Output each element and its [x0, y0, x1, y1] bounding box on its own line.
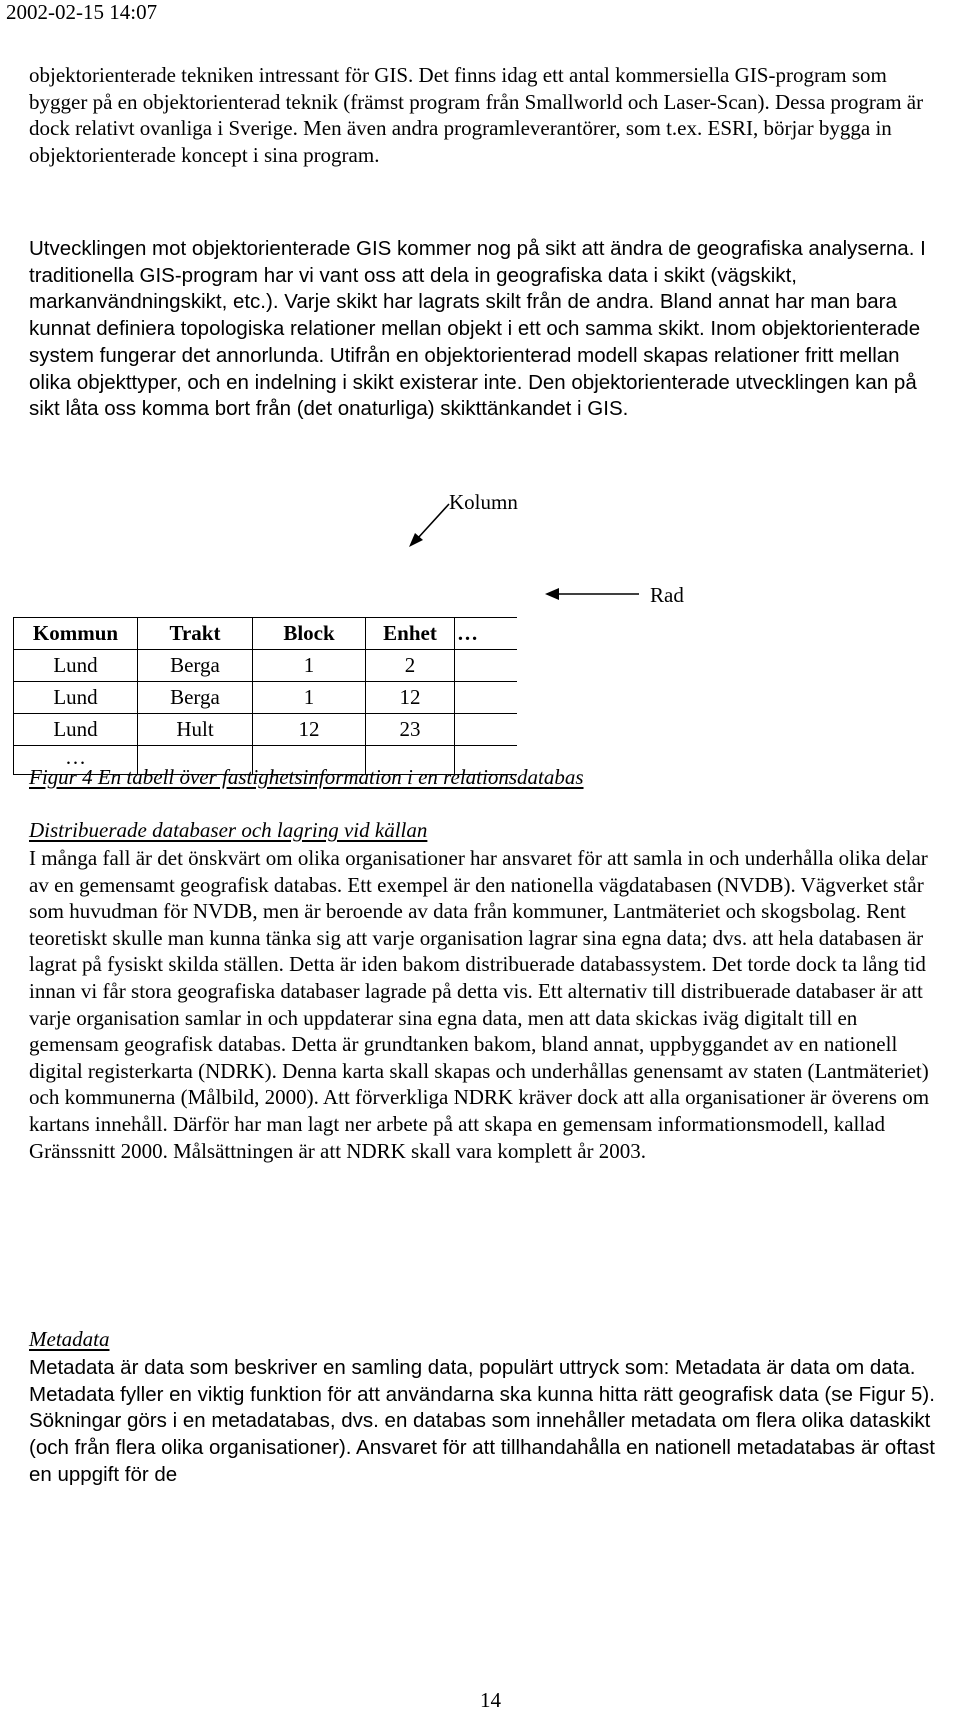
table-cell — [455, 714, 518, 746]
section-heading-metadata: Metadata — [29, 1327, 110, 1351]
table-row — [14, 650, 518, 682]
table-cell: Berga — [138, 650, 253, 682]
section-body-metadata: Metadata är data som beskriver en samling data, populärt uttryck som: Metadata är data om data. Metadata fyller en viktig funktion för att användarna ska kunna hitta rätt geografisk data (se Figur 5). Sökningar görs i en metadatabas, dvs. en databas som innehåller metadata om flera olika dataskikt (och från flera olika organisationer). Ansvaret för att tillhandahålla en nationell metadatabas är oftast en uppgift för de — [29, 1356, 935, 1486]
table-cell: 23 — [366, 714, 455, 746]
table-row — [14, 714, 518, 746]
header-date: 2002-02-15 14:07 — [6, 0, 158, 24]
section-heading-distributed: Distribuerade databaser och lagring vid källan — [29, 818, 428, 842]
column-label: Kolumn — [449, 490, 518, 514]
table-cell: Lund — [14, 650, 138, 682]
row-label: Rad — [650, 583, 684, 607]
section-body-distributed: I många fall är det önskvärt om olika organisationer har ansvaret för att samla in och underhålla olika delar av en gemensamt geografisk databas. Ett exempel är den nationella vägdatabasen (NVDB). Vägverket står som huvudman för NVDB, men är beroende av data från kommuner, Lantmäteriet och skogsbolag. Rent teoretiskt skulle man kunna tänka sig att varje organisation lagrar sina egna data; dvs. att hela databasen är lagrat på fysiskt skilda ställen. Detta är iden bakom distribuerade databassystem. Det torde dock ta lång tid innan vi får stora geografiska databaser lagrade på detta vis. Ett alternativ till distribuerade databaser är att varje organisation samlar in och uppdaterar sina egna data, men att data skickas iväg digitalt till en gemensam geografisk databas. Detta är grundtanken bakom, bland annat, uppbyggandet av en nationell digital registerkarta (NDRK). Denna karta skall skapas och underhållas genensamt av staten (Lantmäteriet) och kommunerna (Målbild, 2000). Att förverkliga NDRK kräver dock att alla organisationer är överens om kartans innehåll. Därför har man lagt ner arbete på att skapa en gemensam informationsmodell, kallad Gränssnitt 2000. Målsättningen är att NDRK skall vara komplett år 2003. — [29, 846, 930, 1163]
paragraph-development: Utvecklingen mot objektorienterade GIS kommer nog på sikt att ändra de geografiska analyserna. I traditionella GIS-program har vi vant oss att dela in geografiska data i skikt (vägskikt, markanvändningskikt, etc.). Varje skikt har lagrats skilt från de andra. Bland annat har man bara kunnat definiera topologiska relationer mellan objekt i ett och samma skikt. Inom objektorienterade system fungerar det annorlunda. Utifrån en objektorienterad modell skapas relationer fritt mellan olika objekttyper, och en indelning i skikt existerar inte. Den objektorienterade utvecklingen kan på sikt låta oss komma bort från (det onaturliga) skikttänkandet i GIS. — [29, 237, 926, 421]
table-row — [14, 682, 518, 714]
header-cell: Kommun — [14, 618, 138, 650]
figure-caption: Figur 4 En tabell över fastighetsinformation i en relationsdatabas — [29, 765, 584, 789]
table-cell: 1 — [253, 682, 366, 714]
column-arrow-icon — [405, 500, 455, 550]
table-cell: Hult — [138, 714, 253, 746]
table-cell — [455, 682, 518, 714]
table-cell: 12 — [253, 714, 366, 746]
table-cell: 1 — [253, 650, 366, 682]
table-cell: Lund — [14, 682, 138, 714]
table-cell — [455, 650, 518, 682]
header-cell: Trakt — [138, 618, 253, 650]
header-cell: Block — [253, 618, 366, 650]
attribute-table — [13, 617, 517, 775]
table-cell: … — [14, 746, 138, 775]
header-cell: … — [455, 618, 518, 650]
row-arrow-icon — [543, 582, 643, 606]
header-cell: Enhet — [366, 618, 455, 650]
table-cell: Berga — [138, 682, 253, 714]
table-cell: Lund — [14, 714, 138, 746]
table-cell: 2 — [366, 650, 455, 682]
table-cell: 12 — [366, 682, 455, 714]
paragraph-intro: objektorienterade tekniken intressant för GIS. Det finns idag ett antal kommersiella GIS-program som bygger på en objektorienterad teknik (främst program från Smallworld och Laser-Scan). Dessa program är dock relativt ovanliga i Sverige. Men även andra programleverantörer, som t.ex. ESRI, börjar bygga in objektorienterade koncept i sina program. — [29, 63, 924, 167]
table-header-row — [14, 618, 518, 650]
page-number: 14 — [480, 1688, 501, 1712]
